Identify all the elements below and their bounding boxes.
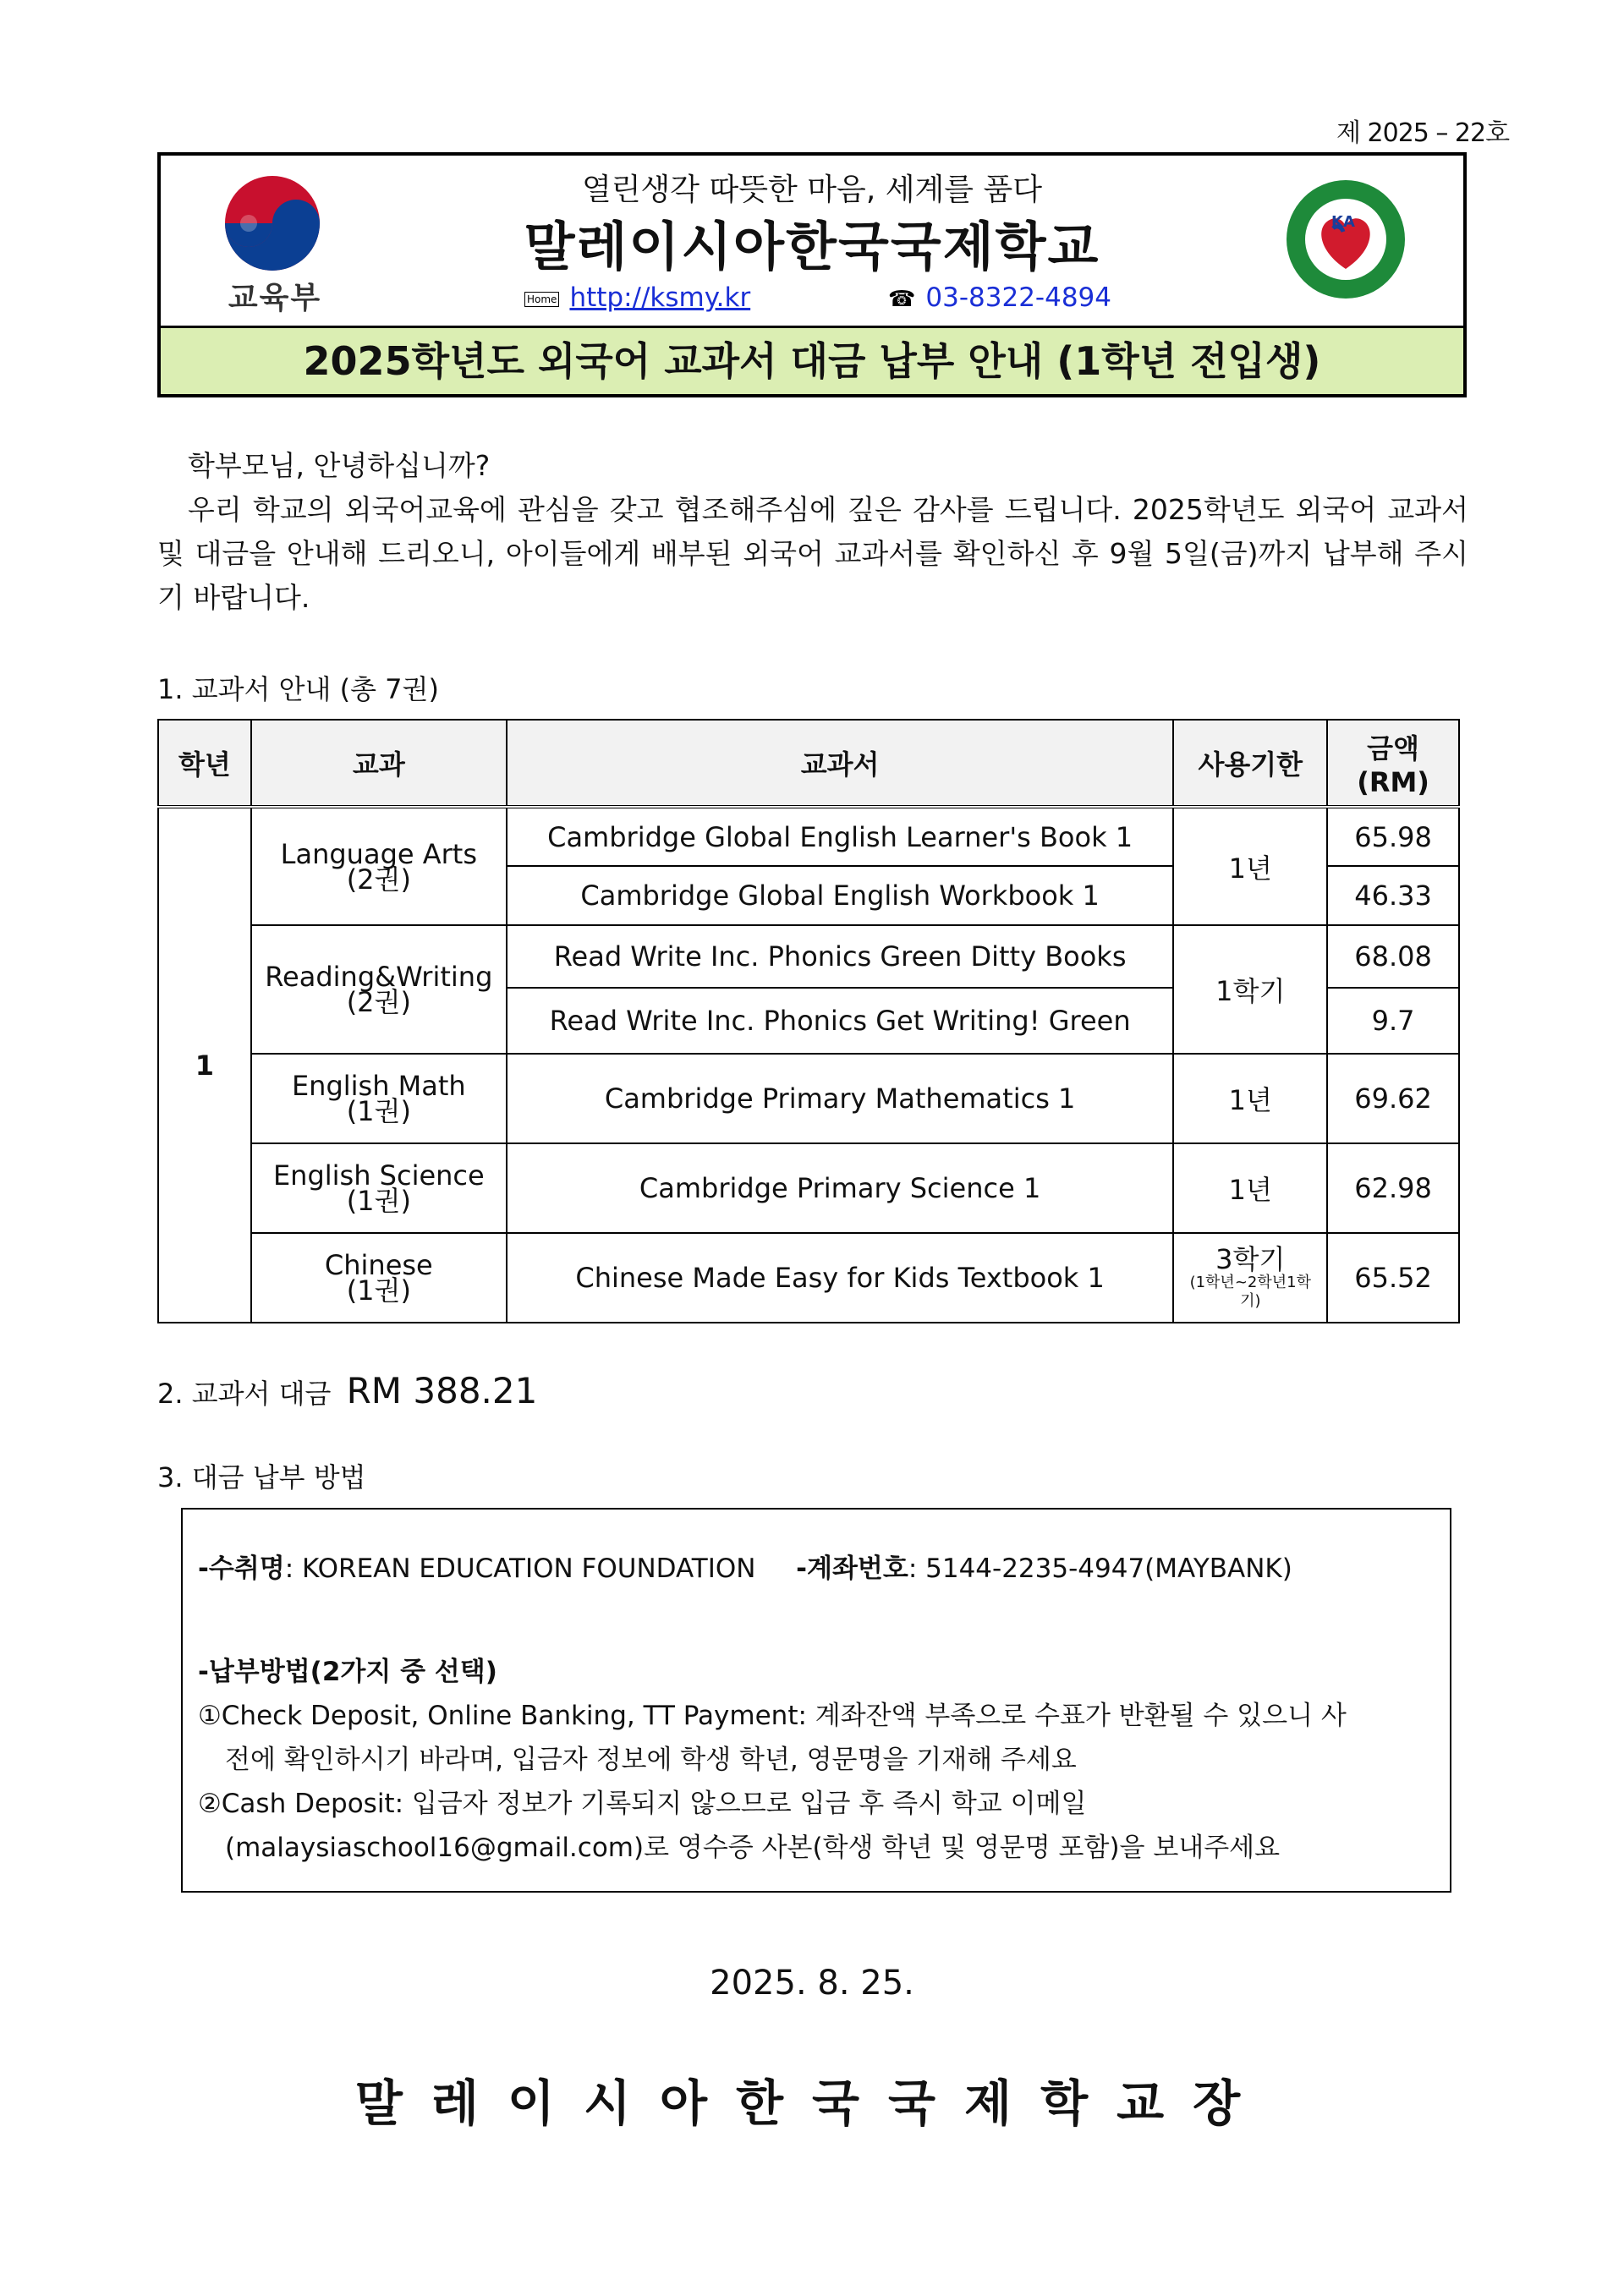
greeting: 학부모님, 안녕하십니까? [188,449,491,482]
header-grade: 학년 [158,720,251,807]
subject-cell [251,925,507,1054]
price-cell: 62.98 [1327,1143,1459,1233]
price-cell: 65.98 [1327,807,1459,866]
school-name: 말레이시아한국국제학교 [524,216,1100,277]
table-row [158,925,1459,988]
document-number: 제 2025 – 22호 [1336,118,1510,148]
method-2-line-2: (malaysiaschool16@gmail.com)로 영수증 사본(학생 학년 및 영문명 포함)을 보내주세요 [225,1833,1281,1863]
price-cell: 9.7 [1327,988,1459,1054]
notice-title: 2025학년도 외국어 교과서 대금 납부 안내 (1학년 전입생) [161,328,1463,394]
section-3-heading: 3. 대금 납부 방법 [157,1461,366,1493]
subject-cell [251,1143,507,1233]
subject-name: English Science [272,1159,485,1192]
table-row [158,1233,1459,1323]
school-slogan: 열린생각 따뜻한 마음, 세계를 품다 [581,173,1043,207]
table-row [158,807,1459,866]
textbook-cell: Read Write Inc. Phonics Get Writing! Green [507,988,1174,1054]
subject-name: Reading&Writing [265,961,493,993]
subject-count: (1권) [346,1274,411,1307]
method-1-line-2: 전에 확인하시기 바라며, 입금자 정보에 학생 학년, 영문명을 기재해 주세요 [225,1745,1077,1775]
subject-cell [251,1233,507,1323]
textbook-cell: Cambridge Global English Learner's Book 1 [507,807,1174,866]
period-cell: 1년 [1173,1054,1327,1143]
price-cell: 68.08 [1327,925,1459,988]
price-cell: 65.52 [1327,1233,1459,1323]
subject-cell [251,807,507,925]
period-cell: 1학기 [1173,925,1327,1054]
letterhead-top [161,156,1463,328]
section-2-heading [157,1370,537,1411]
method-2-line-1: ②Cash Deposit: 입금자 정보가 기록되지 않으므로 입금 후 즉시 학교 이메일 [198,1789,1087,1819]
phone-number: 03-8322-4894 [925,282,1111,313]
period-cell [1173,1233,1327,1323]
total-amount: RM 388.21 [346,1370,538,1411]
subject-name: Language Arts [280,837,477,870]
method-1-line-1: ①Check Deposit, Online Banking, TT Payment: 계좌잔액 부족으로 수표가 반환될 수 있으니 사 [198,1701,1347,1731]
account-label: -계좌번호 [796,1553,908,1584]
header-period: 사용기한 [1173,720,1327,807]
issue-date: 2025. 8. 25. [710,1964,914,2003]
section-2-label: 2. 교과서 대금 [157,1378,332,1410]
greeting-block [157,444,1468,620]
price-cell: 69.62 [1327,1054,1459,1143]
subject-count: (1권) [346,1185,411,1217]
payment-box [181,1508,1451,1893]
account-info [198,1547,1292,1585]
website-url[interactable]: http://ksmy.kr [569,282,751,313]
header-subject: 교과 [251,720,507,807]
phone-contact [888,282,1111,313]
subject-count: (2권) [346,986,411,1018]
intro-paragraph: 우리 학교의 외국어교육에 관심을 갖고 협조해주심에 깊은 감사를 드립니다. 2025학년도 외국어 교과서 및 대금을 안내해 드리오니, 아이들에게 배부된 외국어 교과서를 확인하신 후 9월 5일(금)까지 납부해 주시기 바랍니다. [157,493,1468,614]
phone-icon: ☎ [888,287,916,312]
subject-name: Chinese [324,1249,433,1281]
textbook-cell: Chinese Made Easy for Kids Textbook 1 [507,1233,1174,1323]
header-price: 금액(RM) [1327,720,1459,807]
payee-label: -수취명 [198,1553,285,1584]
home-icon: Home [524,292,559,307]
textbook-cell: Cambridge Global English Workbook 1 [507,866,1174,925]
period-cell: 1년 [1173,1143,1327,1233]
subject-count: (1권) [346,1095,411,1127]
period-cell: 1년 [1173,807,1327,925]
textbook-cell: Cambridge Primary Mathematics 1 [507,1054,1174,1143]
period-value: 3학기 [1215,1243,1286,1275]
table-row [158,1054,1459,1143]
website-link[interactable] [524,282,750,313]
period-note: (1학년~2학년1학기) [1189,1274,1311,1310]
school-seal-icon [1284,178,1407,301]
payment-method-title: -납부방법(2가지 중 선택) [198,1657,497,1687]
textbook-table [157,719,1460,1323]
grade-cell: 1 [158,807,251,1323]
section-1-heading: 1. 교과서 안내 (총 7권) [157,673,439,705]
textbook-cell: Read Write Inc. Phonics Green Ditty Books [507,925,1174,988]
subject-name: English Math [291,1070,466,1102]
payee-value: : KOREAN EDUCATION FOUNDATION [284,1553,756,1584]
ministry-logo-text: 교육부 [228,281,322,315]
letterhead [157,152,1467,397]
principal-signature: 말레이시아한국국제학교장 [354,2074,1270,2132]
account-value: : 5144-2235-4947(MAYBANK) [908,1553,1292,1584]
school-seal [1284,178,1407,301]
subject-cell [251,1054,507,1143]
price-cell: 46.33 [1327,866,1459,925]
textbook-cell: Cambridge Primary Science 1 [507,1143,1174,1233]
table-header-row [158,720,1459,807]
subject-count: (2권) [346,863,411,896]
header-textbook: 교과서 [507,720,1174,807]
table-row [158,1143,1459,1233]
svg-text:KA: KA [1331,213,1355,231]
